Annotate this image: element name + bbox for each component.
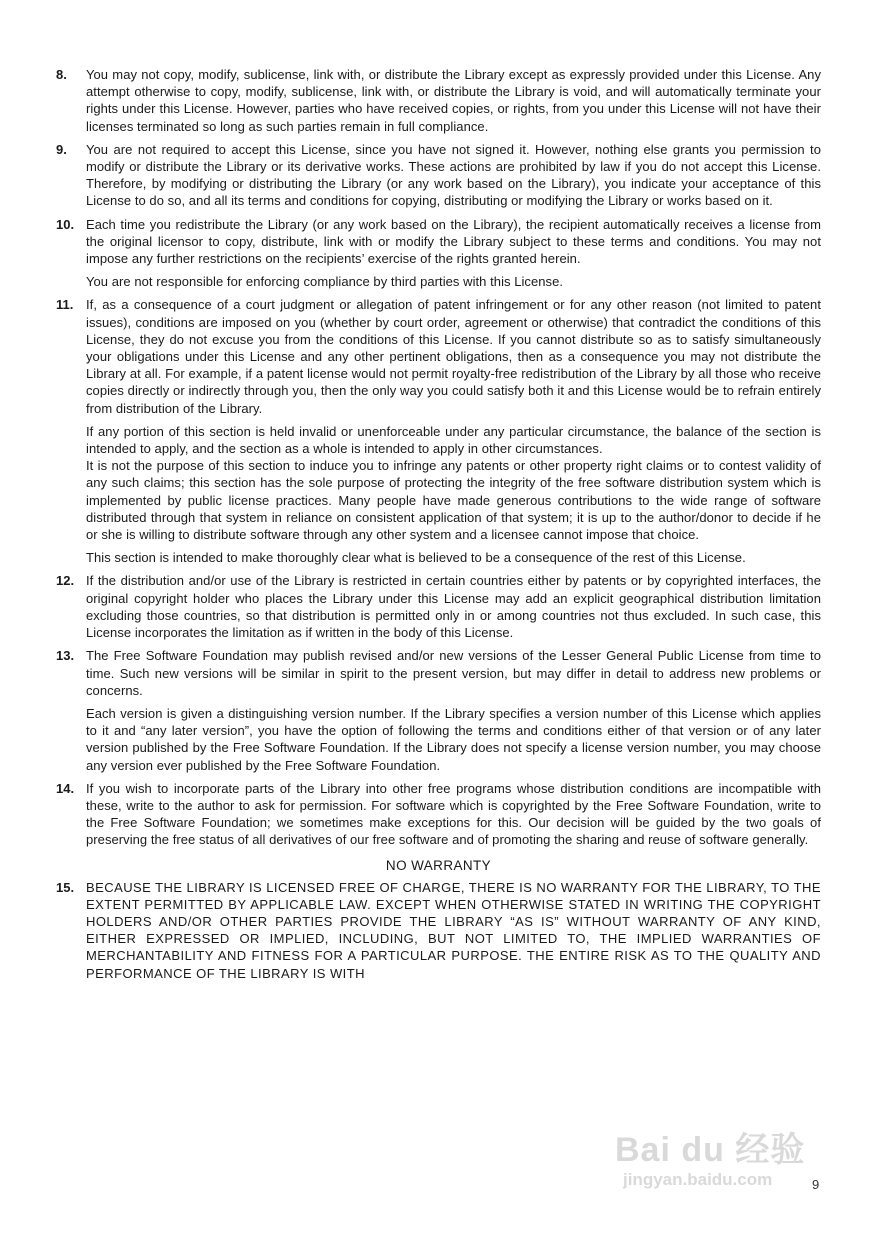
item-paragraph: Each version is given a distinguishing version number. If the Library specifies a version number of this License which applies to it and “any later version”, you have the option of following the terms and conditions either of that version or of any later version published by the Free Software Foundation. If the Library does not specify a license version number, you may choose any version ever published by the Free Software Foundation. [86,705,821,773]
item-paragraph: It is not the purpose of this section to induce you to infringe any patents or other property right claims or to contest validity of any such claims; this section has the sole purpose of protecting the integrity of the free software distribution system which is implemented by public license practices. Many people have made generous contributions to the wide range of software distributed through that system in reliance on consistent application of that system; it is up to the author/donor to decide if he or she is willing to distribute software through any other system and a licensee cannot impose that choice. [86,458,821,543]
watermark-url: jingyan.baidu.com [623,1170,773,1189]
item-body [86,141,821,216]
page-number: 9 [812,1177,820,1192]
item-body [86,647,821,779]
license-item-14 [56,780,821,855]
item-number: 8. [56,67,67,82]
item-paragraph: If any portion of this section is held invalid or unenforceable under any particular circumstance, the balance of the section is intended to apply, and the section as a whole is intended to apply in other circumstances. [86,423,821,457]
item-paragraph: Each time you redistribute the Library (or any work based on the Library), the recipient automatically receives a license from the original licensor to copy, distribute, link with or modify the Library subject to these terms and conditions. You may not impose any further restrictions on the recipients’ exercise of the rights granted herein. [86,216,821,267]
license-item-9 [56,141,821,216]
item-body [86,572,821,647]
item-number: 9. [56,141,67,157]
item-body [86,296,821,572]
license-item-11 [56,296,821,572]
license-item-13 [56,647,821,779]
item-paragraph: If, as a consequence of a court judgment or allegation of patent infringement or for any other reason (not limited to patent issues), conditions are imposed on you (whether by court order, agreement or otherwise) that contradict the conditions of this License, they do not excuse you from the conditions of this License. If you cannot distribute so as to satisfy simultaneously your obligations under this License and any other pertinent obligations, then as a consequence you may not distribute the Library at all. For example, if a patent license would not permit royalty-free redistribution of the Library by all those who receive copies directly or indirectly through you, then the only way you could satisfy both it and this License would be to refrain entirely from distribution of the Library. [86,297,821,416]
baidu-watermark [615,1130,825,1210]
license-item-12 [56,572,821,647]
item-body [86,879,821,982]
item-body [86,216,821,297]
item-paragraph: You are not responsible for enforcing compliance by third parties with this License. [86,274,564,290]
warranty-heading: NO WARRANTY [385,857,492,873]
item-paragraph: BECAUSE THE LIBRARY IS LICENSED FREE OF CHARGE, THERE IS NO WARRANTY FOR THE LIBRARY, TO THE EXTENT PERMITTED BY APPLICABLE LAW. EXCEPT WHEN OTHERWISE STATED IN WRITING THE COPYRIGHT HOLDERS AND/OR OTHER PARTIES PROVIDE THE LIBRARY “AS IS” WITHOUT WARRANTY OF ANY KIND, EITHER EXPRESSED OR IMPLIED, INCLUDING, BUT NOT LIMITED TO, THE IMPLIED WARRANTIES OF MERCHANTABILITY AND FITNESS FOR A PARTICULAR PURPOSE. THE ENTIRE RISK AS TO THE QUALITY AND PERFORMANCE OF THE LIBRARY IS WITH [86,879,821,981]
item-number: 11. [56,297,74,313]
watermark-logo-text: Bai du 经验 [615,1131,806,1169]
item-paragraph: You are not required to accept this License, since you have not signed it. However, nothing else grants you permission to modify or distribute the Library or its derivative works. These actions are prohibited by law if you do not accept this License. Therefore, by modifying or distributing the Library (or any work based on the Library), you indicate your acceptance of this License to do so, and all its terms and conditions for copying, distributing or modifying the Library or works based on it. [86,141,821,209]
license-page [0,66,877,982]
item-paragraph: The Free Software Foundation may publish revised and/or new versions of the Lesser General Public License from time to time. Such new versions will be similar in spirit to the present version, but may differ in detail to address new problems or concerns. [86,648,821,698]
item-number: 14. [56,780,75,796]
item-number: 13. [56,648,75,664]
item-number: 12. [56,573,75,589]
item-body [86,780,821,855]
item-number: 15. [56,879,75,895]
license-item-8 [56,66,821,141]
item-paragraph: This section is intended to make thoroughly clear what is believed to be a consequence of the rest of this License. [86,550,746,566]
item-paragraph: If the distribution and/or use of the Library is restricted in certain countries either by patents or by copyrighted interfaces, the original copyright holder who places the Library under this License may add an explicit geographical distribution limitation excluding those countries, so that distribution is permitted only in or among countries not thus excluded. In such case, this License incorporates the limitation as if written in the body of this License. [86,573,821,641]
license-item-15 [56,879,821,982]
license-items [0,66,877,855]
license-item-10 [56,216,821,297]
item-body [86,66,821,141]
item-number: 10. [56,216,75,232]
item-paragraph: You may not copy, modify, sublicense, link with, or distribute the Library except as expressly provided under this License. Any attempt otherwise to copy, modify, sublicense, link with, or distribute the Library is void, and will automatically terminate your rights under this License. However, parties who have received copies, or rights, from you under this License will not have their licenses terminated so long as such parties remain in full compliance. [86,67,821,134]
item-paragraph: If you wish to incorporate parts of the Library into other free programs whose distribution conditions are incompatible with these, write to the author to ask for permission. For software which is copyrighted by the Free Software Foundation, write to the Free Software Foundation; we sometimes make exceptions for this. Our decision will be guided by the two goals of preserving the free status of all derivatives of our free software and of promoting the sharing and reuse of software generally. [86,780,821,848]
